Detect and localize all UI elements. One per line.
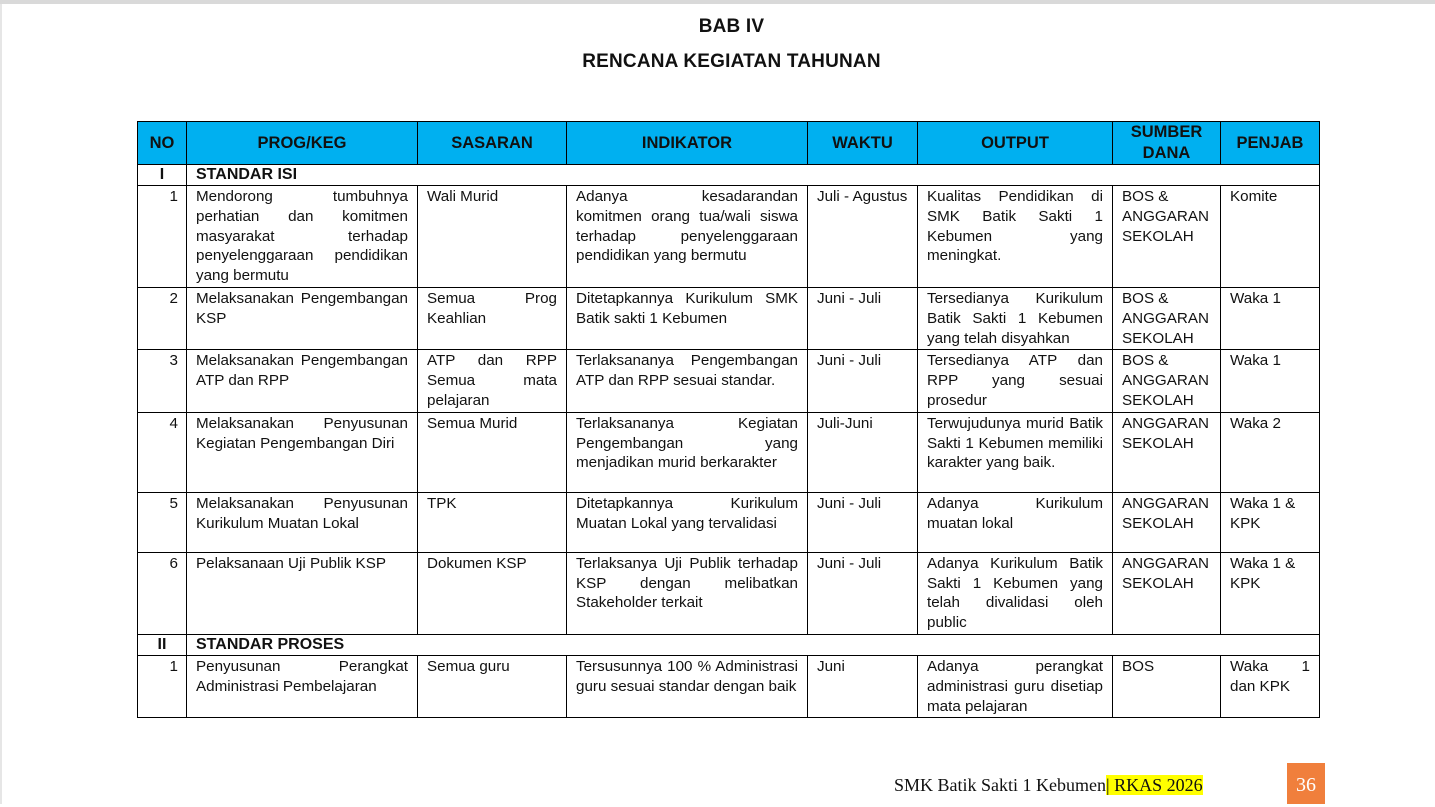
row-waktu: Juli - Agustus bbox=[808, 186, 918, 288]
chapter-label: BAB IV bbox=[698, 16, 765, 37]
row-prog: Melaksanakan Pengembangan KSP bbox=[187, 287, 418, 349]
row-sasaran: Wali Murid bbox=[418, 186, 567, 288]
row-no: 5 bbox=[138, 492, 187, 552]
section-row bbox=[138, 634, 1320, 655]
page-footer bbox=[894, 775, 1203, 796]
section-number: II bbox=[138, 634, 187, 655]
row-indikator: Ditetapkannya Kurikulum SMK Batik sakti 1 Kebumen bbox=[567, 287, 808, 349]
table-row bbox=[138, 655, 1320, 717]
row-sumber-dana: ANGGARAN SEKOLAH bbox=[1113, 492, 1221, 552]
section-title: STANDAR PROSES bbox=[187, 634, 1320, 655]
row-indikator: Ditetapkannya Kurikulum Muatan Lokal yang tervalidasi bbox=[567, 492, 808, 552]
row-output: Tersedianya ATP dan RPP yang sesuai prosedur bbox=[918, 350, 1113, 412]
row-indikator: Terlaksanya Uji Publik terhadap KSP dengan melibatkan Stakeholder terkait bbox=[567, 552, 808, 634]
row-no: 1 bbox=[138, 186, 187, 288]
table-row bbox=[138, 412, 1320, 492]
row-output: Terwujudunya murid Batik Sakti 1 Kebumen memiliki karakter yang baik. bbox=[918, 412, 1113, 492]
row-output: Adanya Kurikulum muatan lokal bbox=[918, 492, 1113, 552]
row-sumber-dana: BOS & ANGGARAN SEKOLAH bbox=[1113, 186, 1221, 288]
row-prog: Penyusunan Perangkat Administrasi Pembelajaran bbox=[187, 655, 418, 717]
header-waktu: WAKTU bbox=[808, 122, 918, 165]
row-sumber-dana: BOS bbox=[1113, 655, 1221, 717]
table-row bbox=[138, 287, 1320, 349]
row-waktu: Juli-Juni bbox=[808, 412, 918, 492]
header-penjab: PENJAB bbox=[1221, 122, 1320, 165]
row-prog: Melaksanakan Penyusunan Kurikulum Muatan Lokal bbox=[187, 492, 418, 552]
row-sasaran: Semua Murid bbox=[418, 412, 567, 492]
row-sumber-dana: BOS & ANGGARAN SEKOLAH bbox=[1113, 287, 1221, 349]
row-sasaran: Dokumen KSP bbox=[418, 552, 567, 634]
row-sumber-dana: ANGGARAN SEKOLAH bbox=[1113, 412, 1221, 492]
header-sumber-dana: SUMBER DANA bbox=[1113, 122, 1221, 165]
row-waktu: Juni - Juli bbox=[808, 492, 918, 552]
row-sasaran: Semua guru bbox=[418, 655, 567, 717]
row-penjab: Waka 1 bbox=[1221, 287, 1320, 349]
row-waktu: Juni bbox=[808, 655, 918, 717]
row-penjab: Waka 1 & KPK bbox=[1221, 552, 1320, 634]
section-row bbox=[138, 165, 1320, 186]
row-penjab: Waka 1 & KPK bbox=[1221, 492, 1320, 552]
row-prog: Pelaksanaan Uji Publik KSP bbox=[187, 552, 418, 634]
header-output: OUTPUT bbox=[918, 122, 1113, 165]
header-indikator: INDIKATOR bbox=[567, 122, 808, 165]
row-indikator: Tersusunnya 100 % Administrasi guru sesuai standar dengan baik bbox=[567, 655, 808, 717]
section-number: I bbox=[138, 165, 187, 186]
table-header-row bbox=[138, 122, 1320, 165]
header-prog-keg: PROG/KEG bbox=[187, 122, 418, 165]
row-prog: Melaksanakan Pengembangan ATP dan RPP bbox=[187, 350, 418, 412]
footer-document-label: | RKAS 2026 bbox=[1106, 775, 1203, 795]
row-sumber-dana: ANGGARAN SEKOLAH bbox=[1113, 552, 1221, 634]
header-sasaran: SASARAN bbox=[418, 122, 567, 165]
row-no: 2 bbox=[138, 287, 187, 349]
top-rule bbox=[0, 0, 1435, 4]
row-penjab: Waka 1 dan KPK bbox=[1221, 655, 1320, 717]
row-indikator: Terlaksananya Pengembangan ATP dan RPP sesuai standar. bbox=[567, 350, 808, 412]
page-number-badge: 36 bbox=[1287, 763, 1325, 804]
page-edge bbox=[0, 4, 2, 804]
row-sumber-dana: BOS & ANGGARAN SEKOLAH bbox=[1113, 350, 1221, 412]
row-no: 1 bbox=[138, 655, 187, 717]
table-row bbox=[138, 186, 1320, 288]
row-no: 6 bbox=[138, 552, 187, 634]
header-no: NO bbox=[138, 122, 187, 165]
row-output: Kualitas Pendidikan di SMK Batik Sakti 1 Kebumen yang meningkat. bbox=[918, 186, 1113, 288]
row-indikator: Terlaksananya Kegiatan Pengembangan yang menjadikan murid berkarakter bbox=[567, 412, 808, 492]
row-sasaran: ATP dan RPP Semua mata pelajaran bbox=[418, 350, 567, 412]
row-waktu: Juni - Juli bbox=[808, 287, 918, 349]
page-title: RENCANA KEGIATAN TAHUNAN bbox=[582, 51, 881, 72]
row-output: Tersedianya Kurikulum Batik Sakti 1 Kebumen yang telah disyahkan bbox=[918, 287, 1113, 349]
row-waktu: Juni - Juli bbox=[808, 552, 918, 634]
row-prog: Melaksanakan Penyusunan Kegiatan Pengembangan Diri bbox=[187, 412, 418, 492]
table-row bbox=[138, 552, 1320, 634]
row-no: 3 bbox=[138, 350, 187, 412]
row-output: Adanya perangkat administrasi guru disetiap mata pelajaran bbox=[918, 655, 1113, 717]
section-title: STANDAR ISI bbox=[187, 165, 1320, 186]
footer-school-name: SMK Batik Sakti 1 Kebumen bbox=[894, 775, 1106, 795]
row-prog: Mendorong tumbuhnya perhatian dan komitmen masyarakat terhadap penyelenggaraan pendidikan yang bermutu bbox=[187, 186, 418, 288]
row-no: 4 bbox=[138, 412, 187, 492]
activity-plan-table bbox=[137, 121, 1320, 718]
row-sasaran: Semua Prog Keahlian bbox=[418, 287, 567, 349]
row-indikator: Adanya kesadarandan komitmen orang tua/wali siswa terhadap penyelenggaraan pendidikan yang bermutu bbox=[567, 186, 808, 288]
row-output: Adanya Kurikulum Batik Sakti 1 Kebumen yang telah divalidasi oleh public bbox=[918, 552, 1113, 634]
row-penjab: Waka 2 bbox=[1221, 412, 1320, 492]
row-penjab: Waka 1 bbox=[1221, 350, 1320, 412]
table-row bbox=[138, 350, 1320, 412]
row-sasaran: TPK bbox=[418, 492, 567, 552]
row-waktu: Juni - Juli bbox=[808, 350, 918, 412]
row-penjab: Komite bbox=[1221, 186, 1320, 288]
table-row bbox=[138, 492, 1320, 552]
